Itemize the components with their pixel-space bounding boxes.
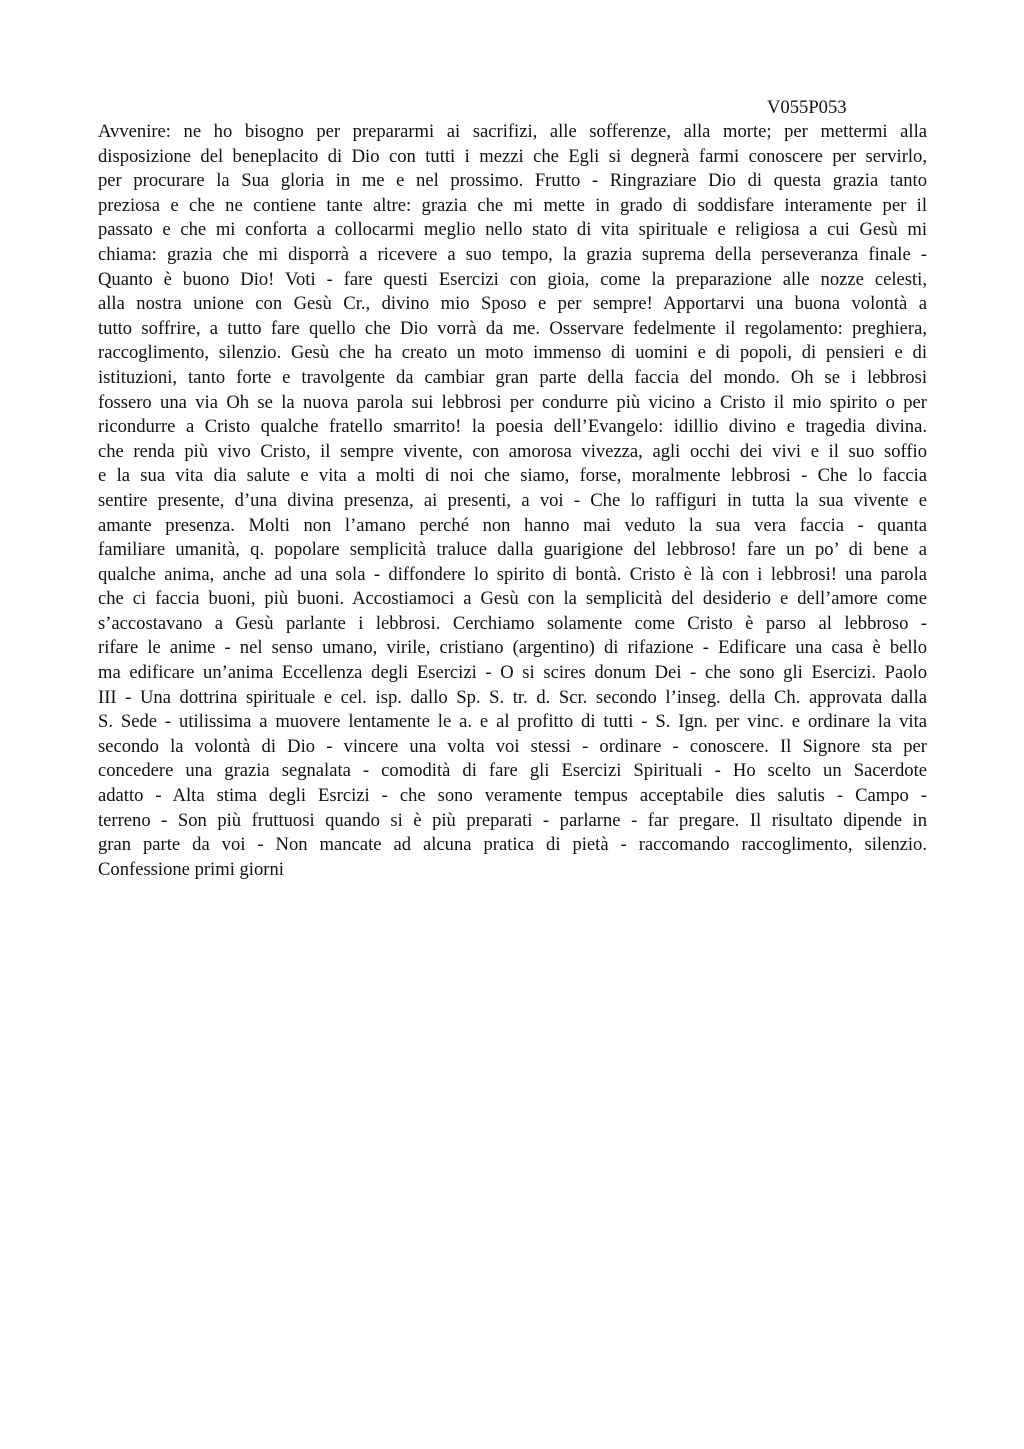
text-line: terreno - Son più fruttuosi quando si è più preparati - parlarne - far pregare. Il risultato dipende in	[98, 809, 927, 831]
text-line: fossero una via Oh se la nuova parola sui lebbrosi per condurre più vicino a Cristo il mio spirito o per	[98, 391, 927, 413]
body-text	[98, 120, 927, 882]
text-line: che renda più vivo Cristo, il sempre vivente, con amorosa vivezza, agli occhi dei vivi e il suo soffio	[98, 440, 927, 462]
text-line: raccoglimento, silenzio. Gesù che ha creato un moto immenso di uomini e di popoli, di pensieri e di	[98, 342, 927, 364]
text-line: secondo la volontà di Dio - vincere una volta voi stessi - ordinare - conoscere. Il Signore sta per	[98, 735, 927, 757]
text-line: Avvenire: ne ho bisogno per prepararmi ai sacrifizi, alle sofferenze, alla morte; per mettermi alla	[98, 121, 927, 142]
text-line: che ci faccia buoni, più buoni. Accostiamoci a Gesù con la semplicità del desiderio e dell’amore come	[98, 588, 927, 610]
text-line: familiare umanità, q. popolare semplicità traluce dalla guarigione del lebbroso! fare un po’ di bene a	[98, 539, 927, 561]
text-line: istituzioni, tanto forte e travolgente da cambiar gran parte della faccia del mondo. Oh se i lebbrosi	[98, 366, 927, 388]
text-line: rifare le anime - nel senso umano, virile, cristiano (argentino) di rifazione - Edificare una casa è bello	[98, 637, 927, 659]
text-line: preziosa e che ne contiene tante altre: grazia che mi mette in grado di soddisfare interamente per il	[98, 194, 927, 216]
text-line: tutto soffrire, a tutto fare quello che Dio vorrà da me. Osservare fedelmente il regolamento: preghiera,	[98, 317, 927, 339]
text-line: ma edificare un’anima Eccellenza degli Esercizi - O si scires donum Dei - che sono gli Esercizi. Paolo	[98, 662, 927, 684]
text-line: ricondurre a Cristo qualche fratello smarrito! la poesia dell’Evangelo: idillio divino e tragedia divina.	[98, 416, 927, 438]
text-line: per procurare la Sua gloria in me e nel prossimo. Frutto - Ringraziare Dio di questa grazia tanto	[98, 170, 927, 192]
page-identifier: V055P053	[767, 97, 847, 118]
text-line: S. Sede - utilissima a muovere lentamente le a. e al profitto di tutti - S. Ign. per vinc. e ordinare la vita	[98, 711, 927, 733]
text-line: III - Una dottrina spirituale e cel. isp. dallo Sp. S. tr. d. Scr. secondo l’inseg. della Ch. approvata dalla	[98, 686, 927, 708]
text-line: qualche anima, anche ad una sola - diffondere lo spirito di bontà. Cristo è là con i lebbrosi! una parola	[98, 563, 927, 585]
text-line: concedere una grazia segnalata - comodità di fare gli Esercizi Spirituali - Ho scelto un Sacerdote	[98, 760, 927, 782]
text-line: Confessione primi giorni	[98, 858, 284, 880]
text-line: e la sua vita dia salute e vita a molti di noi che siamo, forse, moralmente lebbrosi - Che lo faccia	[98, 465, 927, 487]
text-line: passato e che mi conforta a collocarmi meglio nello stato di vita spirituale e religiosa a cui Gesù mi	[98, 219, 927, 241]
text-line: amante presenza. Molti non l’amano perché non hanno mai veduto la sua vera faccia - quanta	[98, 514, 927, 536]
text-line: s’accostavano a Gesù parlante i lebbrosi. Cerchiamo solamente come Cristo è parso al lebbroso -	[98, 612, 927, 634]
text-line: Quanto è buono Dio! Voti - fare questi Esercizi con gioia, come la preparazione alle nozze celesti,	[98, 268, 927, 290]
text-line: gran parte da voi - Non mancate ad alcuna pratica di pietà - raccomando raccoglimento, silenzio.	[98, 834, 927, 856]
text-line: sentire presente, d’una divina presenza, ai presenti, a voi - Che lo raffiguri in tutta la sua vivente e	[98, 489, 927, 511]
text-line: chiama: grazia che mi disporrà a ricevere a suo tempo, la grazia suprema della perseveranza finale -	[98, 243, 927, 265]
text-line: adatto - Alta stima degli Esrcizi - che sono veramente tempus acceptabile dies salutis - Campo -	[98, 785, 927, 807]
text-line: disposizione del beneplacito di Dio con tutti i mezzi che Egli si degnerà farmi conoscere per servirlo,	[98, 145, 927, 167]
text-line: alla nostra unione con Gesù Cr., divino mio Sposo e per sempre! Apportarvi una buona volontà a	[98, 293, 927, 315]
